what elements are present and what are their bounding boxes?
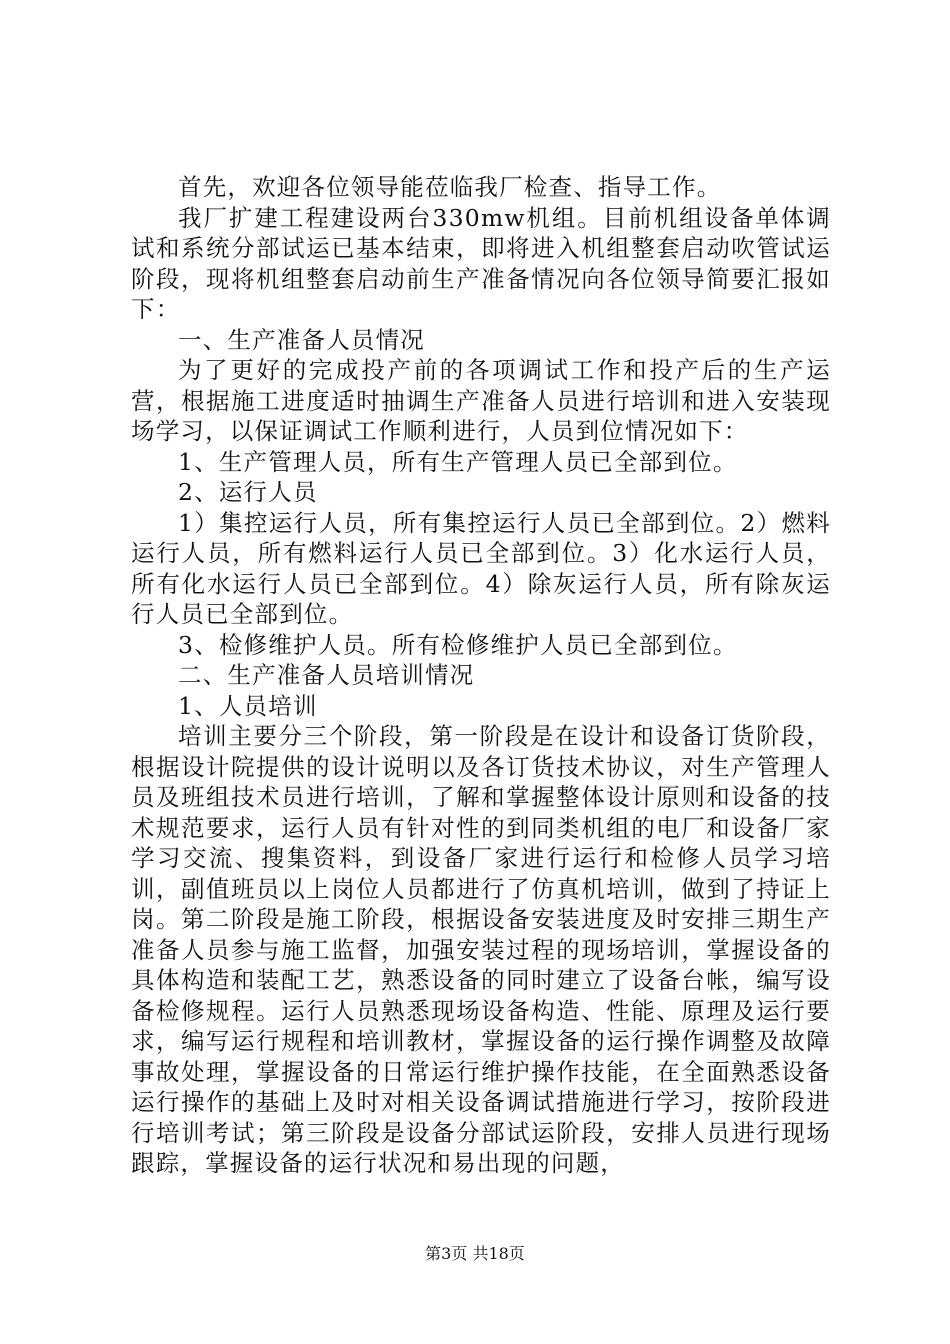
section-heading-staffing: 一、生产准备人员情况 [178, 325, 425, 354]
page-footer: 第3页 共18页 [425, 1244, 525, 1263]
paragraph-operations-detail: 1）集控运行人员，所有集控运行人员已全部到位。2）燃料运行人员，所有燃料运行人员已全部到位。3）化水运行人员，所有化水运行人员已全部到位。4）除灰运行人员，所有除灰运行人员已全部到位。 [131, 508, 831, 628]
list-item-maintenance: 3、检修维护人员。所有检修维护人员已全部到位。 [178, 630, 738, 659]
list-item-management: 1、生产管理人员，所有生产管理人员已全部到位。 [178, 447, 738, 476]
document-body [131, 172, 831, 1179]
section-heading-training: 二、生产准备人员培训情况 [178, 661, 475, 689]
list-item-operations: 2、运行人员 [178, 478, 318, 506]
paragraph-greeting: 首先，欢迎各位领导能莅临我厂检查、指导工作。 [178, 173, 722, 201]
paragraph-intro: 我厂扩建工程建设两台330mw机组。目前机组设备单体调试和系统分部试运已基本结束，即将进入机组整套启动吹管试运阶段，现将机组整套启动前生产准备情况向各位领导简要汇报如下： [131, 203, 831, 323]
subheading-personnel-training: 1、人员培训 [178, 691, 318, 720]
paragraph-training-detail: 培训主要分三个阶段，第一阶段是在设计和设备订货阶段，根据设计院提供的设计说明以及各订货技术协议，对生产管理人员及班组技术员进行培训，了解和掌握整体设计原则和设备的技术规范要求，运行人员有针对性的到同类机组的电厂和设备厂家学习交流、搜集资料，到设备厂家进行运行和检修人员学习培训，副值班员以上岗位人员都进行了仿真机培训，做到了持证上岗。第二阶段是施工阶段，根据设备安装进度及时安排三期生产准备人员参与施工监督，加强安装过程的现场培训，掌握设备的具体构造和装配工艺，熟悉设备的同时建立了设备台帐，编写设备检修规程。运行人员熟悉现场设备构造、性能、原理及运行要求，编写运行规程和培训教材，掌握设备的运行操作调整及故障事故处理，掌握设备的日常运行维护操作技能，在全面熟悉设备运行操作的基础上及时对相关设备调试措施进行学习，按阶段进行培训考试；第三阶段是设备分部试运阶段，安排人员进行现场跟踪，掌握设备的运行状况和易出现的问题， [131, 722, 831, 1177]
paragraph-staffing: 为了更好的完成投产前的各项调试工作和投产后的生产运营，根据施工进度适时抽调生产准备人员进行培训和进入安装现场学习，以保证调试工作顺利进行，人员到位情况如下： [131, 356, 831, 445]
